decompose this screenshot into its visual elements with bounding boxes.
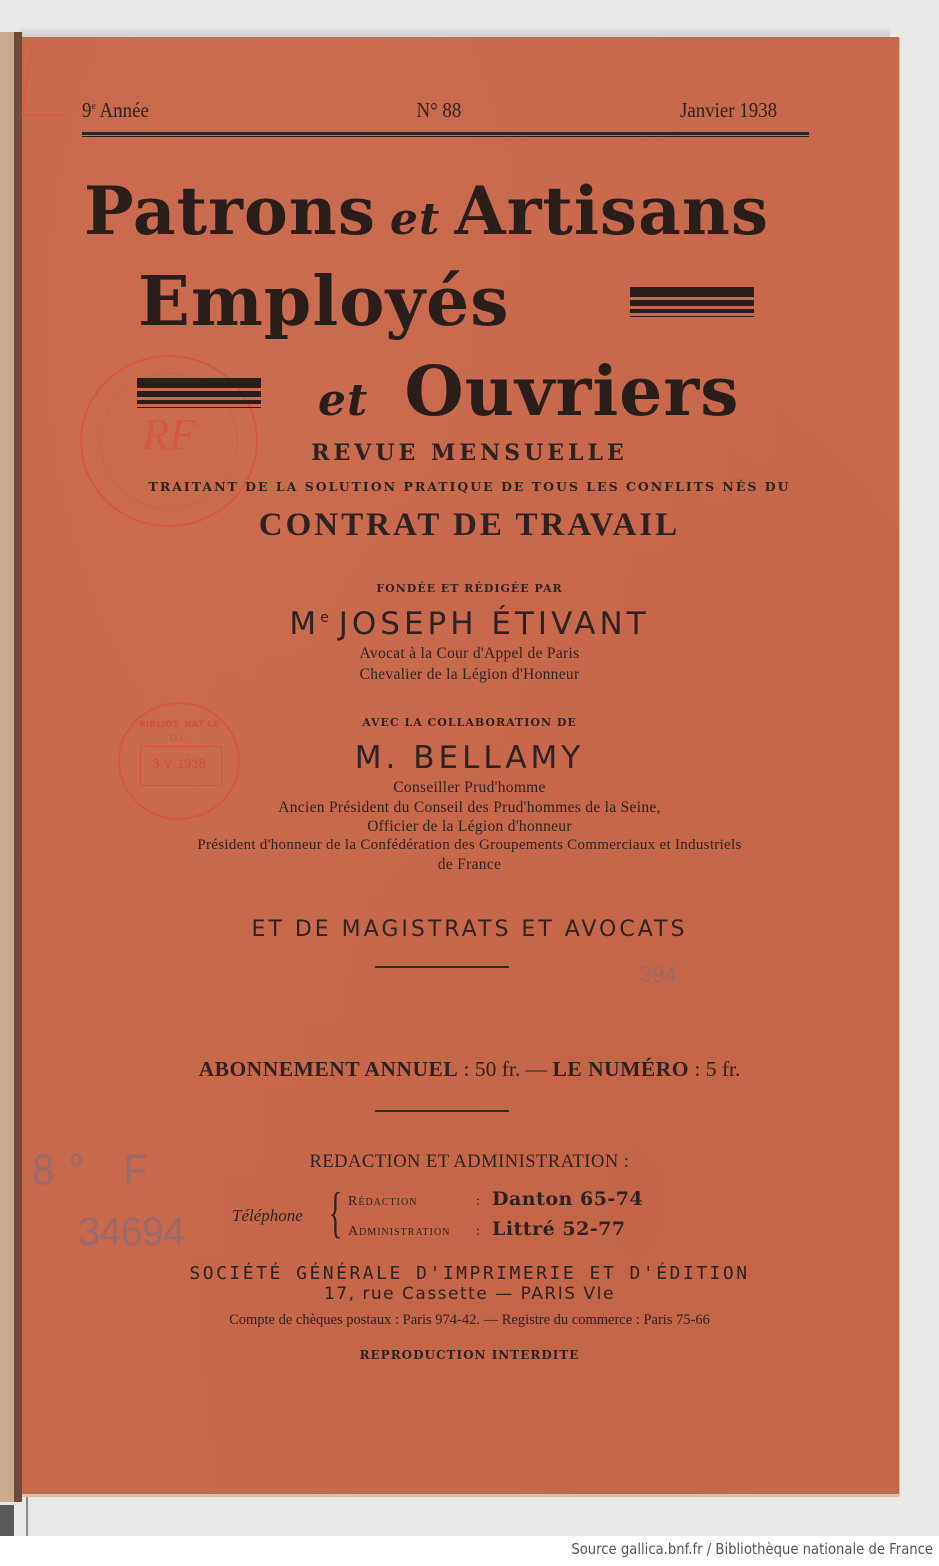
founder-title-sup: e — [320, 610, 329, 626]
tel-sep: : — [476, 1224, 481, 1239]
collaborator-credential: Officier de la Légion d'honneur — [367, 818, 572, 835]
annual-price: : 50 fr. — [463, 1057, 521, 1081]
divider-rule — [375, 1110, 509, 1112]
brace: { — [328, 1182, 343, 1244]
stamp-top-text: BIBLIOT. NAT LE — [138, 720, 220, 730]
pricing-dash: — — [525, 1057, 548, 1081]
year-word: Année — [99, 98, 149, 122]
title-line-2: Employés — [138, 262, 510, 342]
title-line-3 — [318, 352, 740, 432]
title-ampersand: et — [390, 194, 441, 245]
year-suffix: e — [91, 100, 96, 112]
reproduction-notice: REPRODUCTION INTERDITE — [359, 1348, 580, 1362]
collaborator-credential: Président d'honneur de la Confédération des Groupements Commerciaux et Industriels — [197, 837, 742, 853]
pencil-annotation: 394 — [640, 962, 677, 987]
header-rule-thin — [82, 136, 809, 137]
annual-label: ABONNEMENT ANNUEL — [198, 1057, 459, 1081]
issue-price-label: LE NUMÉRO — [552, 1057, 690, 1081]
publisher-name: SOCIÉTÉ GÉNÉRALE D'IMPRIMERIE ET D'ÉDITION — [189, 1263, 750, 1284]
subscription-pricing — [0, 1057, 939, 1082]
publisher-accounts: Compte de chèques postaux : Paris 974-42. — Registre du commerce : Paris 75-66 — [229, 1312, 710, 1328]
title-artisans: Artisans — [454, 172, 769, 250]
founder-label: FONDÉE ET RÉDIGÉE PAR — [376, 582, 563, 595]
telephone-redaction — [348, 1188, 643, 1210]
cover-bottom-edge — [22, 1494, 899, 1497]
telephone-administration — [348, 1218, 626, 1240]
founder-title: M — [289, 606, 321, 642]
collaborator-credential: de France — [437, 856, 502, 873]
year-label — [82, 98, 149, 123]
collaborator-credential: Ancien Président du Conseil des Prud'hommes de la Seine, — [278, 799, 661, 816]
header-rule — [82, 132, 809, 135]
issue-price: : 5 fr. — [694, 1057, 741, 1081]
contrat-de-travail: CONTRAT DE TRAVAIL — [258, 507, 681, 543]
tel-key: Rédaction — [348, 1194, 418, 1209]
title-ampersand-2: et — [318, 375, 369, 426]
decorative-bars-right — [630, 287, 754, 320]
magistrats-line: ET DE MAGISTRATS ET AVOCATS — [251, 917, 688, 942]
title-ouvriers: Ouvriers — [404, 352, 740, 432]
binding-bottom — [0, 1505, 14, 1536]
collaborator-label: AVEC LA COLLABORATION DE — [362, 716, 577, 729]
shelfmark-line-2: 34694 — [78, 1210, 185, 1254]
decorative-bars-left — [137, 378, 261, 411]
tel-value: Danton 65-74 — [492, 1188, 644, 1210]
stamp-date: 3·V·1938 — [152, 756, 206, 771]
collaborator-name: M. BELLAMY — [354, 740, 585, 776]
issue-number: N° 88 — [416, 98, 462, 122]
founder-name-text: JOSEPH ÉTIVANT — [338, 606, 650, 642]
collaborator-credential: Conseiller Prud'homme — [393, 779, 546, 796]
founder-name — [0, 606, 939, 642]
founder-credential: Avocat à la Cour d'Appel de Paris — [359, 645, 580, 662]
contact-heading: REDACTION ET ADMINISTRATION : — [309, 1152, 630, 1172]
subtitle-traitant: TRAITANT DE LA SOLUTION PRATIQUE DE TOUS LES CONFLITS NÉS DU — [148, 479, 791, 494]
tel-value: Littré 52-77 — [492, 1218, 626, 1240]
title-line-1 — [84, 172, 769, 250]
year-number: 9 — [82, 98, 92, 122]
founder-credential: Chevalier de la Légion d'Honneur — [359, 666, 580, 683]
revue-mensuelle: REVUE MENSUELLE — [311, 440, 628, 466]
divider-rule — [375, 966, 509, 968]
telephone-label: Téléphone — [232, 1206, 303, 1225]
tel-key: Administration — [348, 1224, 451, 1239]
title-patrons: Patrons — [84, 172, 377, 250]
issue-date: Janvier 1938 — [680, 98, 778, 122]
stamp-dl-text: D.L. — [170, 734, 188, 744]
source-credit: Source gallica.bnf.fr / Bibliothèque nationale de France — [571, 1540, 933, 1558]
stamp-rf-text: RF — [142, 410, 196, 459]
shelfmark-line-1: 8° F — [32, 1145, 162, 1195]
publisher-address: 17, rue Cassette — PARIS VIe — [323, 1284, 616, 1304]
tel-sep: : — [476, 1194, 481, 1209]
